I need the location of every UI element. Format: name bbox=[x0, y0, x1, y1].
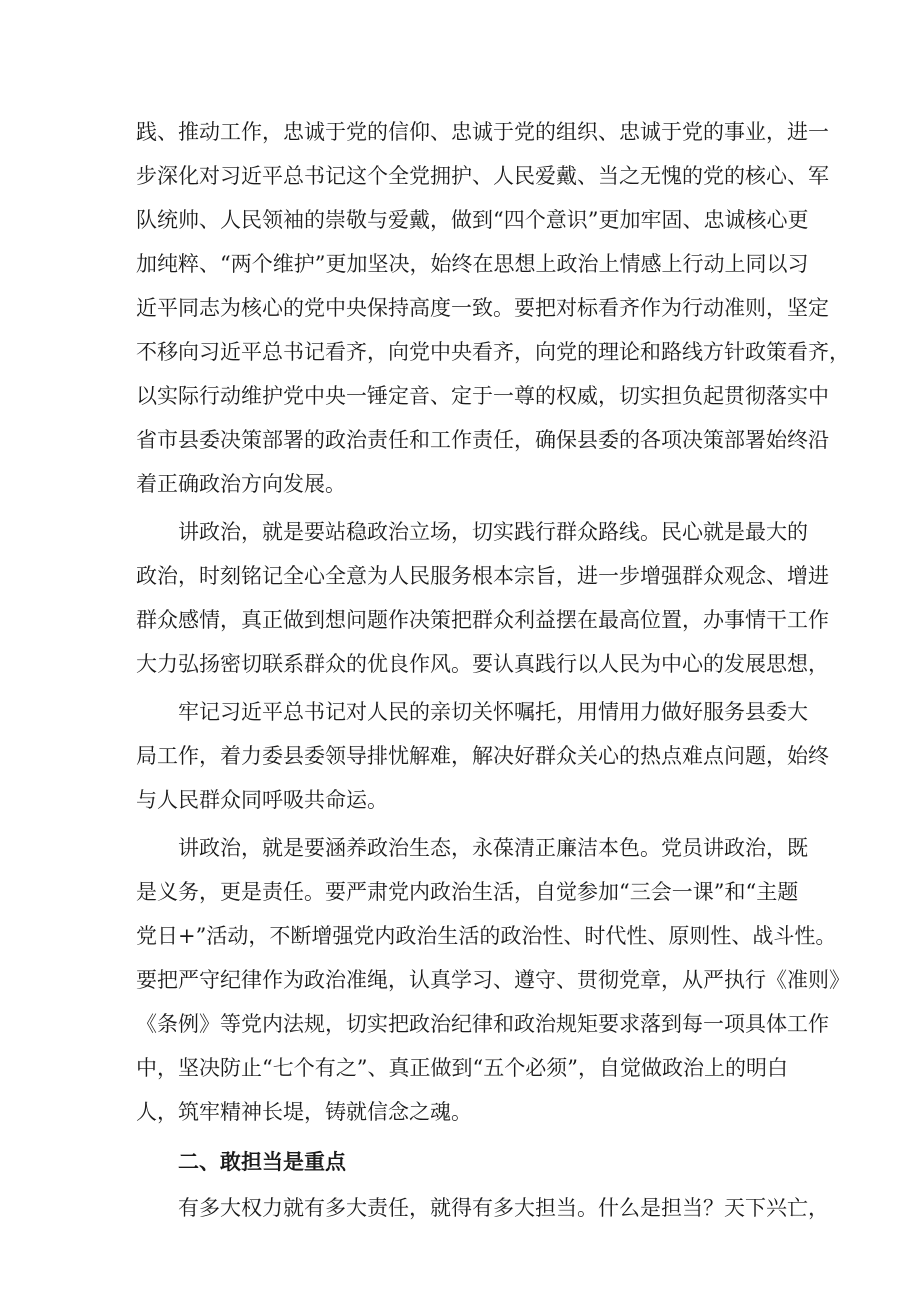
body-text-line: 步深化对习近平总书记这个全党拥护、人民爱戴、当之无愧的党的核心、军 bbox=[136, 164, 829, 188]
body-text-line: 践、推动工作，忠诚于党的信仰、忠诚于党的组织、忠诚于党的事业，进一 bbox=[136, 120, 829, 144]
body-text-line: 群众感情，真正做到想问题作决策把群众利益摆在最高位置，办事情干工作 bbox=[136, 608, 829, 632]
body-text-line: 着正确政治方向发展。 bbox=[136, 472, 346, 496]
paragraph-first-line: 有多大权力就有多大责任，就得有多大担当。什么是担当？天下兴亡， bbox=[178, 1196, 829, 1220]
body-text-line: 与人民群众同呼吸共命运。 bbox=[136, 788, 388, 812]
body-text-line: 人，筑牢精神长堤，铸就信念之魂。 bbox=[136, 1100, 472, 1124]
body-text-line: 省市县委决策部署的政治责任和工作责任，确保县委的各项决策部署始终沿 bbox=[136, 428, 829, 452]
body-text-line: 大力弘扬密切联系群众的优良作风。要认真践行以人民为中心的发展思想， bbox=[136, 652, 829, 676]
paragraph-first-line: 讲政治，就是要涵养政治生态，永葆清正廉洁本色。党员讲政治，既 bbox=[178, 836, 808, 860]
body-text-line: 加纯粹、“两个维护”更加坚决，始终在思想上政治上情感上行动上同以习 bbox=[136, 252, 809, 276]
body-text-line: 局工作，着力委县委领导排忧解难，解决好群众关心的热点难点问题，始终 bbox=[136, 744, 829, 768]
body-text-line: 不移向习近平总书记看齐，向党中央看齐，向党的理论和路线方针政策看齐， bbox=[136, 340, 850, 364]
body-text-line: 《条例》等党内法规，切实把政治纪律和政治规矩要求落到每一项具体工作 bbox=[136, 1012, 829, 1036]
paragraph-first-line: 牢记习近平总书记对人民的亲切关怀嘱托，用情用力做好服务县委大 bbox=[178, 700, 808, 724]
body-text-line: 近平同志为核心的党中央保持高度一致。要把对标看齐作为行动准则，坚定 bbox=[136, 296, 829, 320]
body-text-line: 政治，时刻铭记全心全意为人民服务根本宗旨，进一步增强群众观念、增进 bbox=[136, 564, 829, 588]
body-text-line: 是义务，更是责任。要严肃党内政治生活，自觉参加“三会一课”和“主题 bbox=[136, 880, 799, 904]
body-text-line: 队统帅、人民领袖的崇敬与爱戴，做到“四个意识”更加牢固、忠诚核心更 bbox=[136, 208, 809, 232]
body-text-line: 以实际行动维护党中央一锤定音、定于一尊的权威，切实担负起贯彻落实中 bbox=[136, 384, 829, 408]
paragraph-first-line: 讲政治，就是要站稳政治立场，切实践行群众路线。民心就是最大的 bbox=[178, 520, 808, 544]
body-text-line: 要把严守纪律作为政治准绳，认真学习、遵守、贯彻党章，从严执行《准则》 bbox=[136, 968, 850, 992]
body-text-line: 党日+”活动，不断增强党内政治生活的政治性、时代性、原则性、战斗性。 bbox=[136, 924, 837, 948]
body-text-line: 中，坚决防止“七个有之”、真正做到“五个必须”，自觉做政治上的明白 bbox=[136, 1056, 788, 1080]
section-heading: 二、敢担当是重点 bbox=[178, 1150, 346, 1174]
